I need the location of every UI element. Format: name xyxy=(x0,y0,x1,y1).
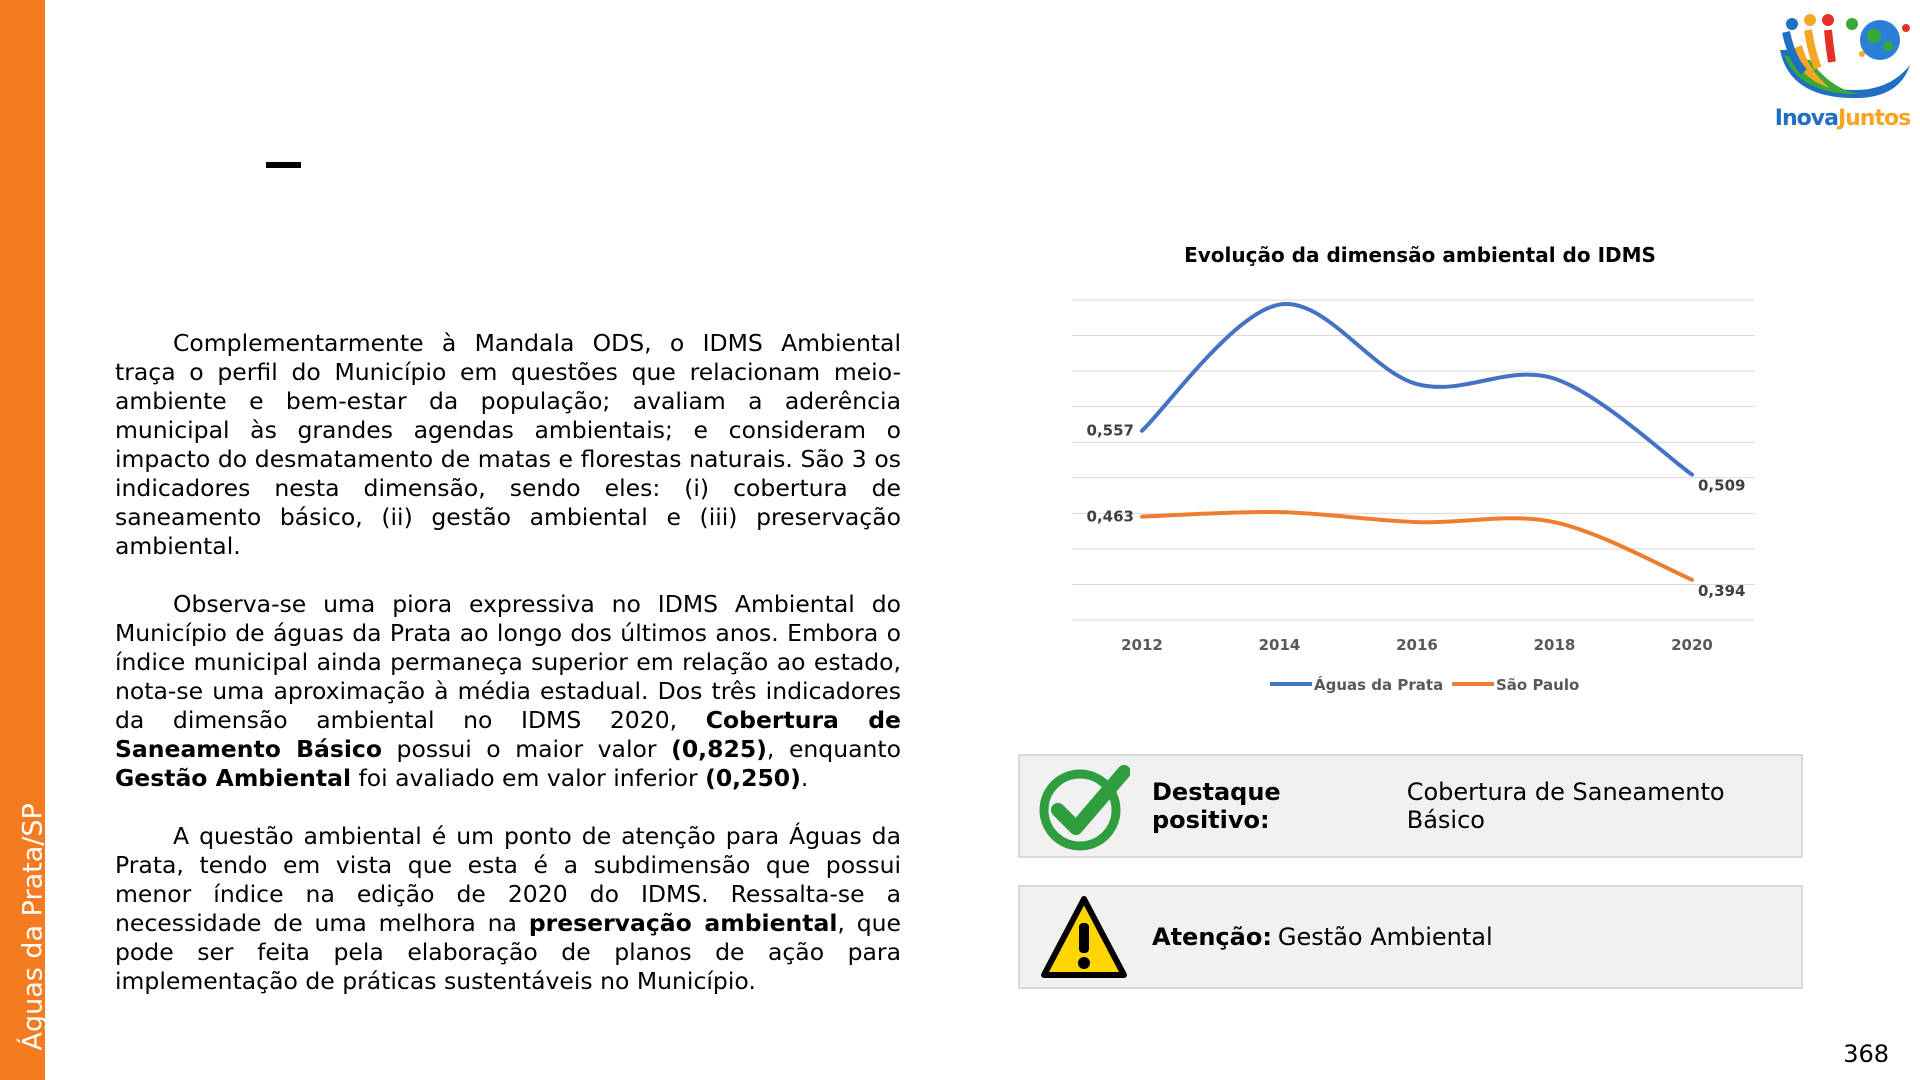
sidebar-label: Águas da Prata/SP xyxy=(17,803,49,1051)
x-tick-label: 2012 xyxy=(1121,636,1163,654)
paragraph-2: Observa-se uma piora expressiva no IDMS Ambiental do Município de águas da Prata ao longo dos últimos anos. Embora o índice municipal ainda permaneça superior em relação ao estado, nota-se uma aproximação à média estadual. Dos três indicadores da dimensão ambiental no IDMS 2020, Cobertura de Saneamento Básico possui o maior valor (0,825), enquanto Gestão Ambiental foi avaliado em valor inferior (0,250). xyxy=(115,590,901,792)
logo xyxy=(1770,10,1915,135)
attention-highlight-box xyxy=(1018,885,1803,989)
check-icon xyxy=(1038,762,1130,852)
page-number: 368 xyxy=(1843,1040,1889,1068)
chart-title: Evolução da dimensão ambiental do IDMS xyxy=(1184,243,1656,267)
x-tick-label: 2018 xyxy=(1533,636,1576,654)
series-line xyxy=(1142,304,1692,475)
data-label: 0,463 xyxy=(1086,507,1134,526)
series-line xyxy=(1142,512,1692,580)
x-tick-label: 2020 xyxy=(1671,636,1713,654)
logo-icon xyxy=(1770,10,1915,110)
data-label: 0,509 xyxy=(1698,476,1746,495)
attention-highlight-text: Atenção: Gestão Ambiental xyxy=(1152,923,1493,951)
data-label: 0,557 xyxy=(1086,421,1134,440)
body-text xyxy=(115,329,901,1025)
legend-label: Águas da Prata xyxy=(1314,676,1444,694)
idms-chart xyxy=(1060,230,1780,710)
paragraph-1: Complementarmente à Mandala ODS, o IDMS Ambiental traça o perfil do Município em questões que relacionam meio-ambiente e bem-estar da população; avaliam a aderência municipal às grandes agendas ambientais; e consideram o impacto do desmatamento de matas e florestas naturais. São 3 os indicadores nesta dimensão, sendo eles: (i) cobertura de saneamento básico, (ii) gestão ambiental e (iii) preservação ambiental. xyxy=(115,329,901,560)
positive-highlight-box xyxy=(1018,754,1803,858)
paragraph-3: A questão ambiental é um ponto de atenção para Águas da Prata, tendo em vista que esta é a subdimensão que possui menor índice na edição de 2020 do IDMS. Ressalta-se a necessidade de uma melhora na preservação ambiental, que pode ser feita pela elaboração de planos de ação para implementação de práticas sustentáveis no Município. xyxy=(115,822,902,995)
warning-icon xyxy=(1038,893,1130,983)
x-tick-label: 2016 xyxy=(1396,636,1438,654)
data-label: 0,394 xyxy=(1698,581,1746,600)
legend-label: São Paulo xyxy=(1496,676,1580,694)
heading-dash xyxy=(266,162,301,168)
positive-highlight-text: Destaque positivo: Cobertura de Saneamento Básico xyxy=(1152,778,1725,834)
logo-text: InovaJuntos xyxy=(1774,106,1911,131)
x-tick-label: 2014 xyxy=(1258,636,1301,654)
sidebar xyxy=(0,0,49,1080)
